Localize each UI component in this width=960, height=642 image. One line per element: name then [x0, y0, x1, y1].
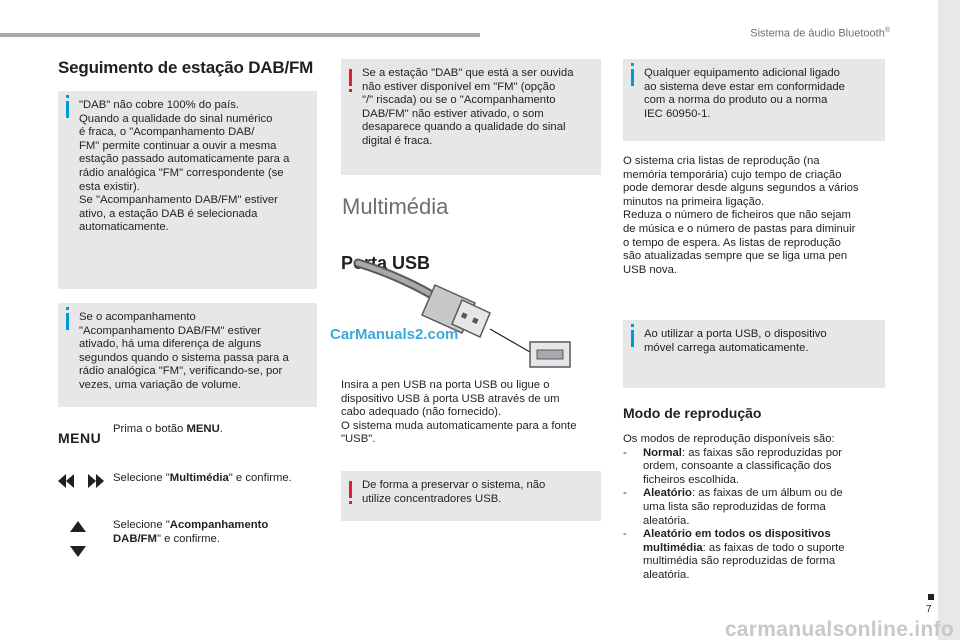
- watermark-carmanuals: CarManuals2.com: [330, 326, 459, 343]
- step-select-tracking: Selecione "Acompanhamento DAB/FM" e confirme.: [113, 519, 269, 545]
- step-press-menu: Prima o botão MENU.: [113, 423, 223, 435]
- up-down-arrows-icon: [70, 521, 86, 557]
- warning-icon: [349, 481, 352, 498]
- warning-box-usb-hub: [341, 471, 601, 521]
- usb-plug-illustration-icon: [340, 255, 580, 375]
- info-icon: [66, 101, 69, 118]
- info-box-iec: [623, 59, 885, 141]
- play-mode-intro: Os modos de reprodução disponíveis são:: [623, 433, 835, 445]
- info-box-text: "DAB" não cobre 100% do país. Quando a qualidade do sinal numérico é fraca, o "Acompanhamento DAB/ FM" permite continuar a ouvir a mesma estação passado automaticamente para a rádio analógica "FM" correspondente (se esta existir). Se "Acompanhamento DAB/FM" estiver ativo, a estação DAB é selecionada automaticamente.: [79, 99, 290, 234]
- playlist-paragraph: O sistema cria listas de reprodução (na memória temporária) cujo tempo de criação pode demorar desde alguns segundos a vários minutos na primeira ligação. Reduza o número de ficheiros que não sejam de música e o número de pastas para diminuir o tempo de espera. As listas de reprodução são atualizadas sempre que se liga uma pen USB nova.: [623, 155, 859, 276]
- info-box-text: Se o acompanhamento "Acompanhamento DAB/FM" estiver ativado, há uma diferença de alguns segundos quando o sistema passa para a rádio analógica "FM", verificando-se, por vezes, uma variação de volume.: [79, 311, 289, 391]
- list-item: - Aleatório em todos os dispositivos multimédia: as faixas de todo o suporte multimédia são reproduzidas de forma aleatória.: [623, 528, 845, 581]
- warning-box-dab: [341, 59, 601, 175]
- usb-instructions: Insira a pen USB na porta USB ou ligue o dispositivo USB à porta USB através de um cabo adequado (não fornecido). O sistema muda automaticamente para a fonte "USB".: [341, 379, 577, 446]
- info-icon: [631, 330, 634, 347]
- left-right-arrows-icon: [58, 473, 104, 489]
- page-number: 7: [926, 604, 932, 615]
- info-icon: [66, 313, 69, 330]
- section-title: Multimédia: [342, 194, 449, 219]
- header-title: Sistema de áudio Bluetooth®: [750, 27, 890, 40]
- list-item: - Normal: as faixas são reproduzidas por ordem, consoante a classificação dos ficheiros escolhida.: [623, 446, 843, 486]
- header-rule: [0, 33, 480, 37]
- heading-dab-fm: Seguimento de estação DAB/FM: [58, 58, 314, 77]
- list-item: - Aleatório: as faixas de um álbum ou de uma lista são reproduzidas de forma aleatória.: [623, 487, 843, 527]
- info-box-text: Ao utilizar a porta USB, o dispositivo móvel carrega automaticamente.: [644, 328, 827, 354]
- menu-button-icon: MENU: [58, 430, 102, 446]
- info-box-charging: [623, 320, 885, 388]
- heading-usb-port: Porta USB: [341, 253, 431, 273]
- warning-icon: [349, 69, 352, 86]
- info-box-text: Qualquer equipamento adicional ligado ao sistema deve estar em conformidade com a norma do produto ou a norma IEC 60950-1.: [644, 67, 845, 120]
- warning-box-text: De forma a preservar o sistema, não utilize concentradores USB.: [362, 479, 546, 505]
- info-box-dab: [58, 91, 317, 289]
- warning-box-text: Se a estação "DAB" que está a ser ouvida não estiver disponível em "FM" (opção "/" riscada) ou se o "Acompanhamento DAB/FM" não estiver ativado, o som desaparece quando a qualidade do sinal digital é fraca.: [362, 67, 574, 147]
- info-icon: [631, 69, 634, 86]
- step-select-multimedia: Selecione "Multimédia" e confirme.: [113, 472, 292, 484]
- footer-watermark: carmanualsonline.info: [724, 618, 954, 641]
- play-mode-list: [623, 433, 863, 583]
- info-box-volume: [58, 303, 317, 407]
- page-side-strip: [938, 0, 960, 640]
- continue-marker-icon: [928, 594, 934, 600]
- heading-play-mode: Modo de reprodução: [623, 405, 762, 421]
